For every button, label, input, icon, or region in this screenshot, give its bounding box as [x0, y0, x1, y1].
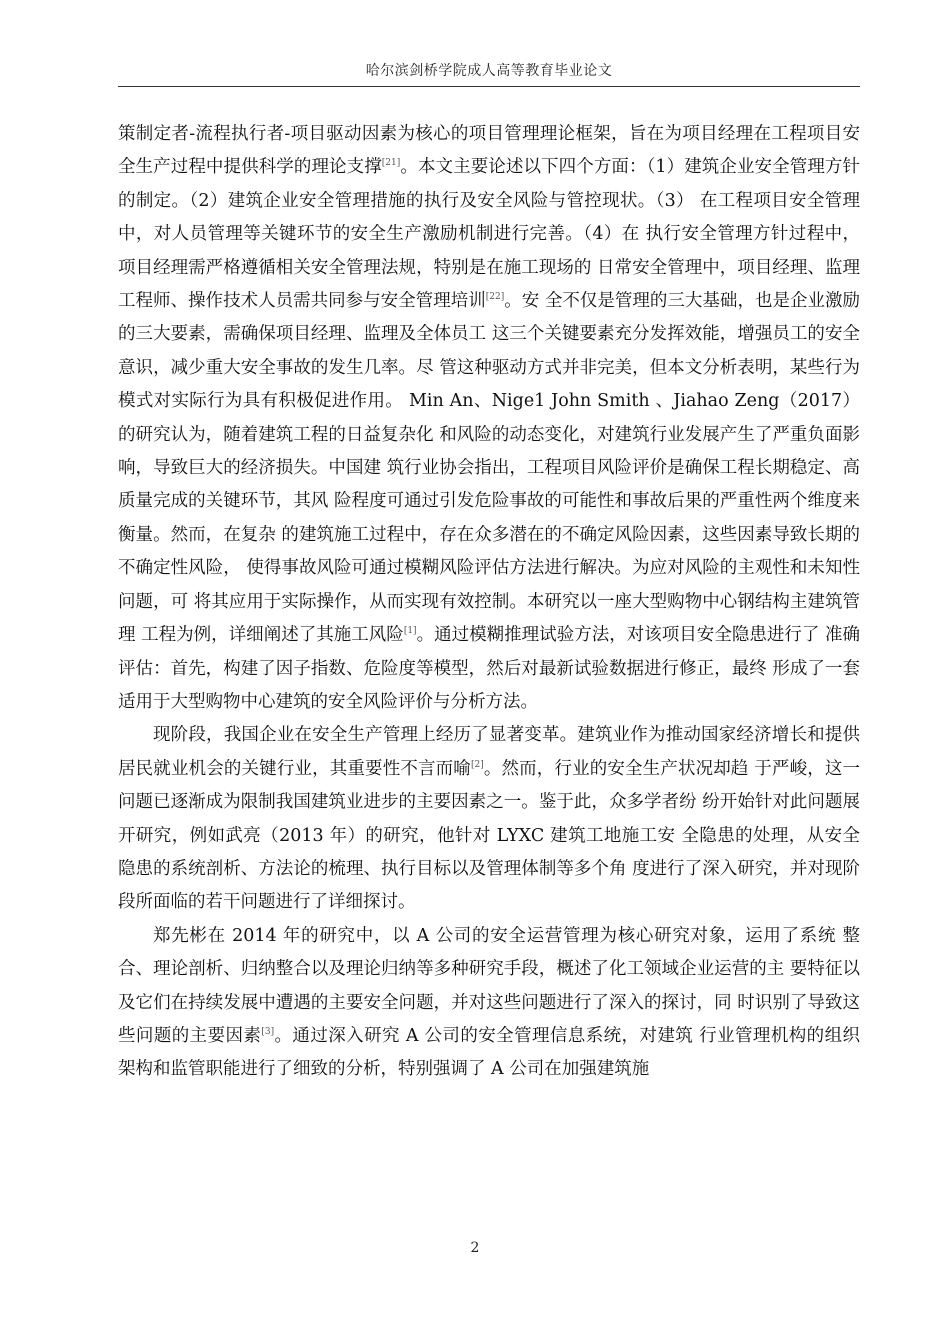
running-header: 哈尔滨剑桥学院成人高等教育毕业论文 — [365, 63, 613, 79]
text-segment: 。然而，行业的安全生产状况却趋 于严峻，这一问题已逐渐成为限制我国建筑业进步的主要因素之一。鉴于此，众多学者纷 纷开始针对此问题展开研究，例如武亮（2013 年）的研究，他针对 LYXC 建筑工地施工安 全隐患的处理，从安全隐患的系统剖析、方法论的梳理、执行目标以及管理体制等多个角 度进行了深入研究，并对现阶段所面临的若干问题进行了详细探讨。 — [118, 758, 861, 913]
paragraph — [118, 719, 860, 919]
citation-ref: [1] — [403, 626, 417, 637]
text-segment: 。通过深入研究 A 公司的安全管理信息系统，对建筑 行业管理机构的组织架构和监管职能进行了细致的分析，特别强调了 A 公司在加强建筑施 — [118, 1025, 861, 1080]
header-divider — [118, 86, 860, 87]
paragraph — [118, 118, 860, 719]
text-segment: 。安 全不仅是管理的三大基础，也是企业激励的三大要素，需确保项目经理、监理及全体员工 这三个关键要素充分发挥效能，增强员工的安全意识，减少重大安全事故的发生几率。尽 管这种驱动方式并非完美，但本文分析表明，某些行为模式对实际行为具有积极促进作用。 Min An、Nige1 John Smith 、Jiahao Zeng（2017）的研究认为，随着建筑工程的日益复杂化 和风险的动态变化，对建筑行业发展产生了严重负面影响，导致巨大的经济损失。中国建 筑行业协会指出，工程项目风险评价是确保工程长期稳定、高质量完成的关键环节，其风 险程度可通过引发危险事故的可能性和事故后果的严重性两个维度来衡量。然而，在复杂 的建筑施工过程中，存在众多潜在的不确定风险因素，这些因素导致长期的不确定性风险， 使得事故风险可通过模糊风险评估方法进行解决。为应对风险的主观性和未知性问题，可 将其应用于实际操作，从而实现有效控制。本研究以一座大型购物中心钢结构主建筑管理 工程为例，详细阐述了其施工风险 — [118, 291, 861, 646]
text-segment: 。本文主要论述以下四个方面：（1）建筑企业安全管理方针的制定。（2）建筑企业安全管理措施的执行及安全风险与管控现状。（3） 在工程项目安全管理中，对人员管理等关键环节的安全生产激励机制进行完善。（4）在 执行安全管理方针过程中，项目经理需严格遵循相关安全管理法规，特别是在施工现场的 日常安全管理中，项目经理、监理工程师、操作技术人员需共同参与安全管理培训 — [118, 157, 860, 312]
text-segment: 。通过模糊推理试验方法，对该项目安全隐患进行了 准确评估：首先，构建了因子指数、危险度等模型，然后对最新试验数据进行修正，最终 形成了一套适用于大型购物中心建筑的安全风险评价与分析方法。 — [118, 625, 861, 712]
text-segment: 策制定者-流程执行者-项目驱动因素为核心的项目管理理论框架，旨在为项目经理在工程项目安全生产过程中提供科学的理论支撑 — [118, 124, 860, 178]
paragraph — [118, 920, 860, 1087]
page-number: 2 — [470, 1240, 480, 1256]
citation-ref: [22] — [485, 292, 505, 303]
body-text — [118, 118, 860, 1087]
citation-ref: [3] — [261, 1026, 275, 1037]
text-segment: 现阶段，我国企业在安全生产管理上经历了显著变革。建筑业作为推动国家经济增长和提供居民就业机会的关键行业，其重要性不言而喻 — [118, 725, 860, 779]
text-segment: 郑先彬在 2014 年的研究中，以 A 公司的安全运营管理为核心研究对象，运用了系统 整合、理论剖析、归纳整合以及理论归纳等多种研究手段，概述了化工领域企业运营的主 要特征以及它们在持续发展中遭遇的主要安全问题，并对这些问题进行了深入的探讨，同 时识别了导致这些问题的主要因素 — [118, 925, 860, 1046]
citation-ref: [21] — [381, 158, 401, 169]
citation-ref: [2] — [470, 759, 484, 770]
